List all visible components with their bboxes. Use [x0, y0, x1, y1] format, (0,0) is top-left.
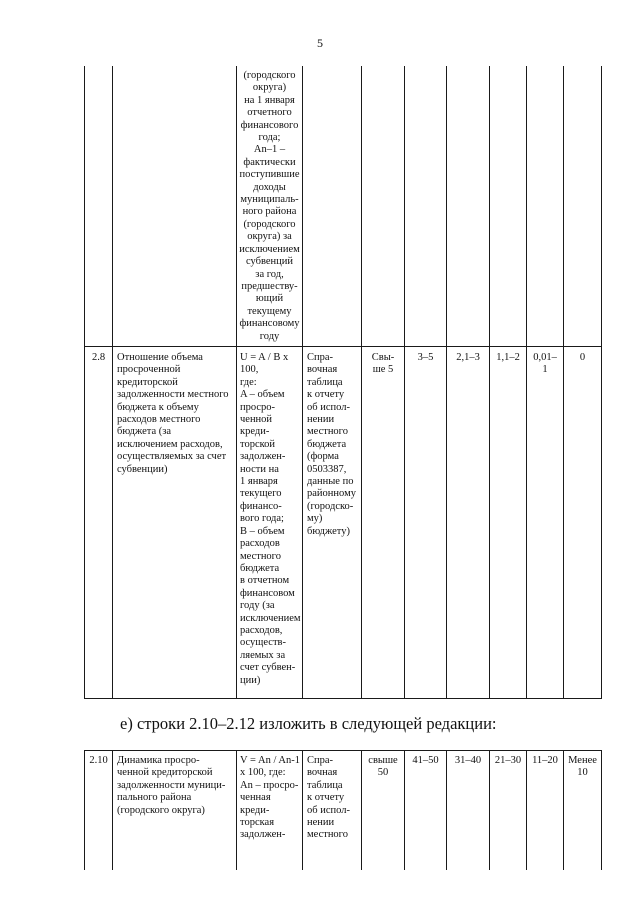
- row-2-10-source: Спра- вочная таблица к отчету об испол- нении местного: [307, 755, 350, 841]
- row-2-10-value: 11–20: [532, 755, 558, 766]
- row-2-8-value: 3–5: [417, 352, 434, 363]
- row-2-8-value: 0: [579, 352, 586, 363]
- row-2-8-formula: U = A / B x 100, где: A – объем просро- ченной креди- торской задолжен- ности на 1 января текущего финансо- вого года; B – объем расходов местного бюджета в отчетном финансовом году (за исключением расходов, осуществ- ляемых за счет субвен- ции): [240, 352, 301, 686]
- row-2-10-value: Менее 10: [568, 755, 597, 779]
- row-2-8-name: Отношение объема просроченной кредиторской задолженности местного бюджета к объему расходов местного бюджета (за исключением расходов, осуществляемых за счет субвенции): [117, 352, 229, 475]
- row-2-8-number: 2.8: [91, 352, 106, 363]
- row-2-8-value: 2,1–3: [456, 352, 480, 363]
- row-2-8-value: 1,1–2: [496, 352, 520, 363]
- row-2-10-value: 21–30: [494, 755, 522, 766]
- row-2-10-formula: V = An / An-1 x 100, где: An – просро- ченная креди- торская задолжен-: [240, 755, 300, 841]
- section-heading: е) строки 2.10–2.12 изложить в следующей редакции:: [120, 714, 497, 733]
- formula-continuation: (городского округа) на 1 января отчетного финансового года; An–1 – фактически поступившие доходы муниципаль- ного района (городского округа) за исключением субвенций за год, предшеству- ющий текущему финансовому году: [239, 70, 300, 342]
- row-2-10-value: свыше 50: [368, 755, 398, 779]
- row-2-10-value: 31–40: [454, 755, 482, 766]
- page-number: 5: [317, 36, 323, 50]
- row-2-8-source: Спра- вочная таблица к отчету об испол- нении местного бюджета (форма 0503387, данные по районному (городско- му) бюджету): [307, 352, 356, 537]
- row-2-8-value: 0,01– 1: [533, 352, 557, 376]
- row-2-10-name: Динамика просро- ченной кредиторской задолженности муници- пального района (городского округа): [117, 755, 226, 816]
- row-2-10-value: 41–50: [412, 755, 439, 766]
- row-2-8-value: Свы- ше 5: [371, 352, 395, 376]
- row-2-10-number: 2.10: [89, 755, 108, 766]
